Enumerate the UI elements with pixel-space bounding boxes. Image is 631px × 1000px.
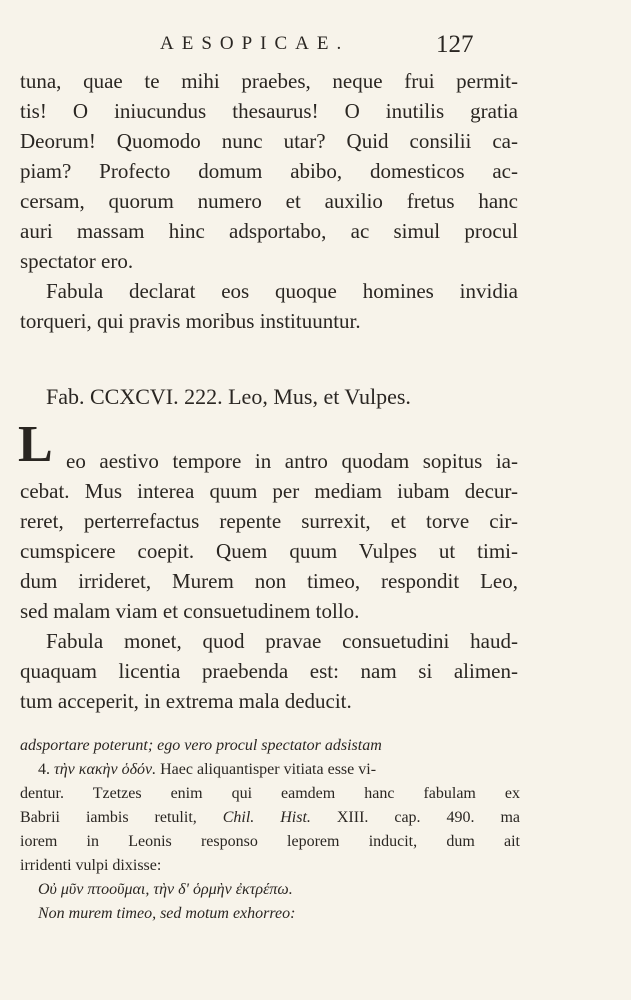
fable-line: reret, perterrefactus repente surrexit, et torve cir- xyxy=(20,509,518,533)
body-line: cersam, quorum numero et auxilio fretus hanc xyxy=(20,189,518,213)
fable-line: eo aestivo tempore in antro quodam sopitus ia- xyxy=(66,449,518,473)
footnote-line: irridenti vulpi dixisse: xyxy=(20,857,162,874)
footnote-line xyxy=(38,759,520,781)
body-line: auri massam hinc adsportabo, ac simul procul xyxy=(20,219,518,243)
moral-line: torqueri, qui pravis moribus instituuntur. xyxy=(20,309,361,333)
moral-line: tum acceperit, in extrema mala deducit. xyxy=(20,689,352,713)
fable-heading: Fab. CCXCVI. 222. Leo, Mus, et Vulpes. xyxy=(46,384,411,409)
fable-line: cumspicere coepit. Quem quum Vulpes ut timi- xyxy=(20,539,518,563)
body-line: tis! O iniucundus thesaurus! O inutilis gratia xyxy=(20,99,518,123)
work-title: Chil. Hist. xyxy=(222,809,311,826)
footnote-line: adsportare poterunt; ego vero procul spectator adsistam xyxy=(20,737,382,754)
footnote-text: XIII. cap. 490. ma xyxy=(336,809,520,826)
fable-line: cebat. Mus interea quum per mediam iubam decur- xyxy=(20,479,518,503)
moral-line: quaquam licentia praebenda est: nam si alimen- xyxy=(20,659,518,683)
footnote-text: Haec aliquantisper vitiata esse vi- xyxy=(160,761,377,778)
body-line: piam? Profecto domum abibo, domesticos ac- xyxy=(20,159,518,183)
greek-verse: Οὐ μῦν πτοοῦμαι, τὴν δ' ὁρμὴν ἐκτρέπω. xyxy=(38,881,293,898)
body-line: spectator ero. xyxy=(20,249,134,273)
footnote-line: iorem in Leonis responso leporem inducit, dum ait xyxy=(20,833,520,850)
body-line: Deorum! Quomodo nunc utar? Quid consilii ca- xyxy=(20,129,518,153)
latin-verse: Non murem timeo, sed motum exhorreo: xyxy=(38,905,296,922)
moral-line: Fabula declarat eos quoque homines invidia xyxy=(46,279,518,303)
footnote-number: 4. xyxy=(38,761,50,778)
running-head xyxy=(0,33,631,63)
moral-line: Fabula monet, quod pravae consuetudini haud- xyxy=(46,629,518,653)
fable-line: dum irrideret, Murem non timeo, respondit Leo, xyxy=(20,569,518,593)
fable-line: sed malam viam et consuetudinem tollo. xyxy=(20,599,360,623)
footnote-line xyxy=(20,807,520,829)
running-title: AESOPICAE. xyxy=(160,33,350,54)
footnote-text: Babrii iambis retulit, xyxy=(20,809,197,826)
footnote-line: dentur. Tzetzes enim qui eamdem hanc fabulam ex xyxy=(20,785,520,802)
body-line: tuna, quae te mihi praebes, neque frui permit- xyxy=(20,69,518,93)
drop-cap: L xyxy=(18,416,53,473)
greek-citation: τὴν κακὴν ὁδόν. xyxy=(54,761,157,778)
page-number: 127 xyxy=(436,31,474,58)
